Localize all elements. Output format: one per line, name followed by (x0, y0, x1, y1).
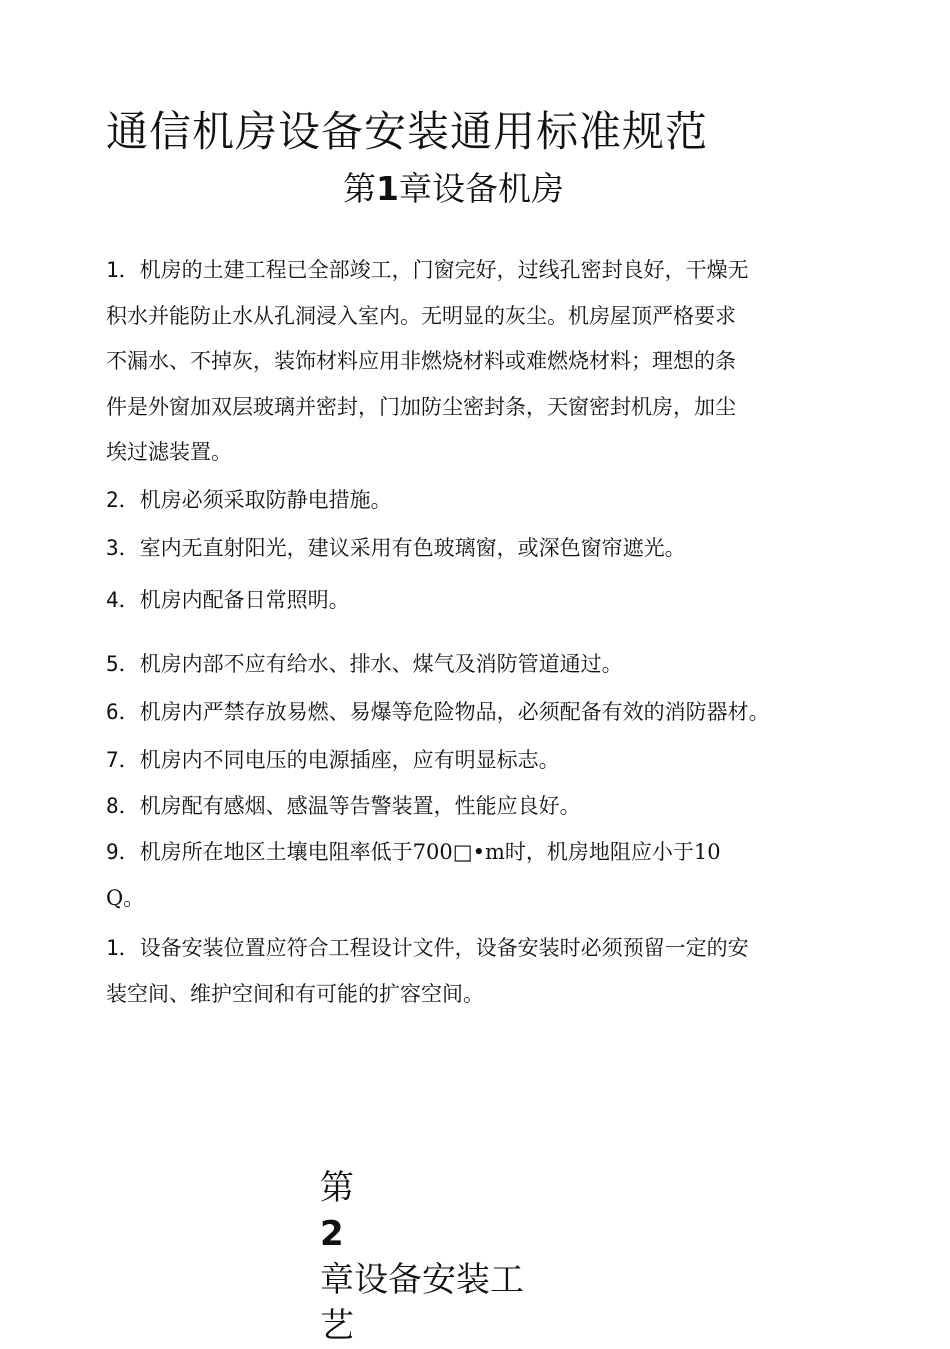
item-number: 9． (106, 840, 140, 864)
list-item (106, 642, 623, 688)
item-text-line: 机房所在地区土壤电阻率低于700□•m时，机房地阻应小于10 (139, 840, 721, 864)
item-text-line: 机房的土建工程已全部竣工，门窗完好，过线孔密封良好，干燥无 (139, 258, 749, 282)
item-text-line: 件是外窗加双层玻璃并密封，门加防尘密封条，天窗密封机房，加尘 (106, 394, 736, 419)
chapter-2-heading (320, 1165, 524, 1349)
list-item (106, 578, 350, 624)
item-text-line: 机房内严禁存放易燃、易爆等危险物品，必须配备有效的消防器材。 (139, 700, 770, 724)
chapter-2-suffix: 章设备安装工 (320, 1260, 524, 1300)
list-item (106, 738, 560, 784)
item-text-line: 埃过滤装置。 (106, 440, 232, 464)
chapter-2-line-2: 艺 (320, 1306, 354, 1346)
item-text-line: 机房内不同电压的电源插座，应有明显标志。 (139, 748, 560, 772)
item-number: 2． (106, 488, 140, 512)
item-number: 3． (106, 536, 140, 560)
list-item (106, 478, 392, 524)
list-item (106, 526, 686, 572)
chapter-1-prefix: 第 (343, 169, 376, 208)
item-number: 6． (106, 700, 140, 724)
item-text-line: 机房内部不应有给水、排水、煤气及消防管道通过。 (139, 652, 623, 676)
item-text-line: Q。 (106, 885, 145, 910)
document-title: 通信机房设备安装通用标准规范 (106, 107, 709, 156)
item-text-line: 机房配有感烟、感温等告警装置，性能应良好。 (139, 794, 581, 818)
item-number: 1． (106, 936, 140, 960)
list-item (106, 690, 770, 736)
item-text-line: 室内无直射阳光，建议采用有色玻璃窗，或深色窗帘遮光。 (139, 536, 686, 560)
item-text-line: 设备安装位置应符合工程设计文件，设备安装时必须预留一定的安 (139, 936, 749, 960)
item-number: 4． (106, 588, 140, 612)
item-text-line: 装空间、维护空间和有可能的扩容空间。 (106, 981, 484, 1006)
item-number: 7． (106, 748, 140, 772)
chapter-1-heading (343, 165, 564, 213)
chapter-1-suffix: 章设备机房 (398, 169, 564, 208)
item-text-line: 积水并能防止水从孔洞浸入室内。无明显的灰尘。机房屋顶严格要求 (106, 303, 736, 328)
chapter-1-number: 1 (376, 169, 399, 208)
item-number: 1． (106, 258, 140, 282)
chapter-2-line-1 (320, 1165, 524, 1303)
list-item (106, 248, 749, 476)
item-text-line: 机房内配备日常照明。 (139, 588, 350, 612)
item-number: 8． (106, 794, 140, 818)
item-text-line: 机房必须采取防静电措施。 (139, 488, 392, 512)
list-item (106, 784, 581, 830)
item-number: 5． (106, 652, 140, 676)
chapter-2-number: 2 (320, 1214, 344, 1254)
list-item (106, 926, 749, 1017)
item-text-line: 不漏水、不掉灰，装饰材料应用非燃烧材料或难燃烧材料；理想的条 (106, 349, 736, 373)
chapter-2-prefix: 第 (320, 1168, 354, 1208)
list-item (106, 830, 721, 921)
